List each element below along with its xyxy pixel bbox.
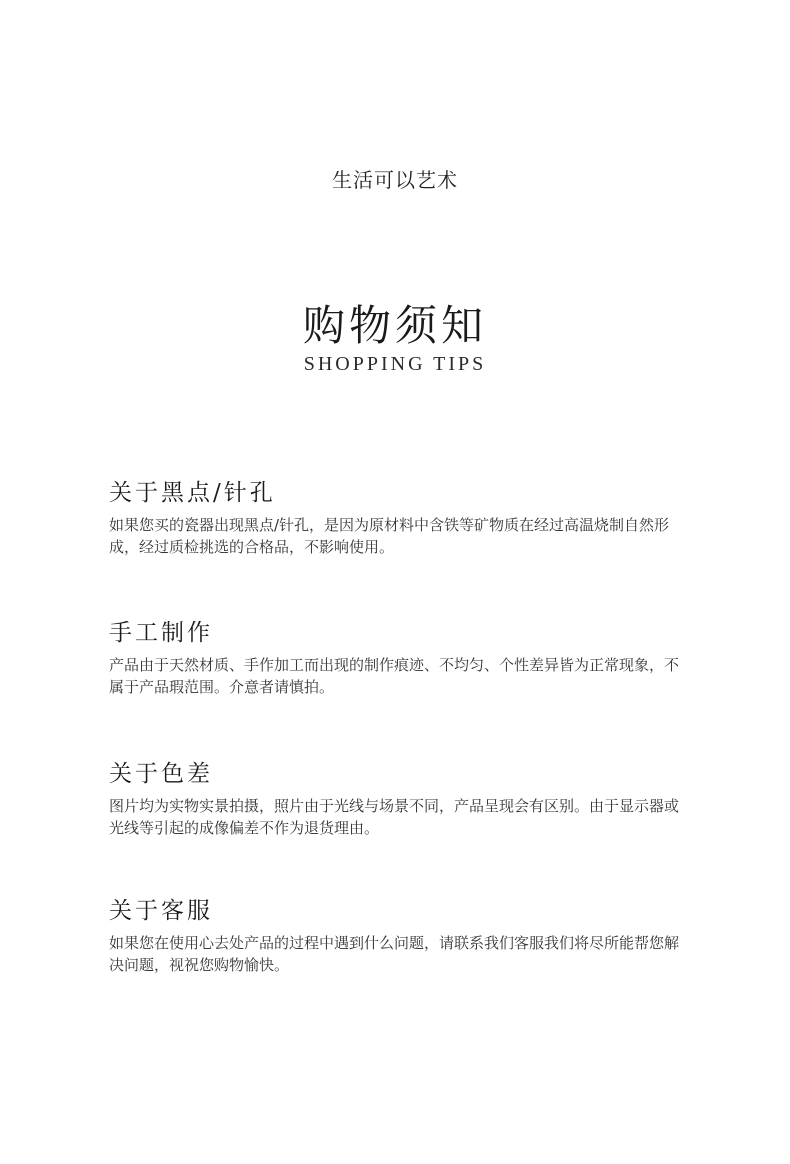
page-subtitle: SHOPPING TIPS	[303, 353, 487, 375]
section-heading: 关于黑点/针孔	[109, 480, 276, 506]
section-body: 如果您在使用心去处产品的过程中遇到什么问题，请联系我们客服我们将尽所能帮您解决问题，视祝您购物愉快。	[109, 934, 680, 974]
section-heading: 关于客服	[109, 898, 213, 924]
section-heading: 手工制作	[109, 620, 213, 646]
section-customer-service	[109, 896, 689, 976]
section-black-spots	[109, 478, 689, 558]
page-title: 购物须知	[302, 301, 487, 350]
section-body: 图片均为实物实景拍摄，照片由于光线与场景不同，产品呈现会有区别。由于显示器或光线等引起的成像偏差不作为退货理由。	[109, 797, 680, 837]
section-body: 如果您买的瓷器出现黑点/针孔，是因为原材料中含铁等矿物质在经过高温烧制自然形成，经过质检挑选的合格品，不影响使用。	[109, 516, 670, 556]
section-handmade	[109, 618, 689, 698]
section-heading: 关于色差	[109, 761, 213, 787]
section-color-difference	[109, 759, 689, 839]
section-body: 产品由于天然材质、手作加工而出现的制作痕迹、不均匀、个性差异皆为正常现象，不属于产品瑕范围。介意者请慎拍。	[109, 656, 680, 696]
tagline: 生活可以艺术	[332, 168, 458, 192]
